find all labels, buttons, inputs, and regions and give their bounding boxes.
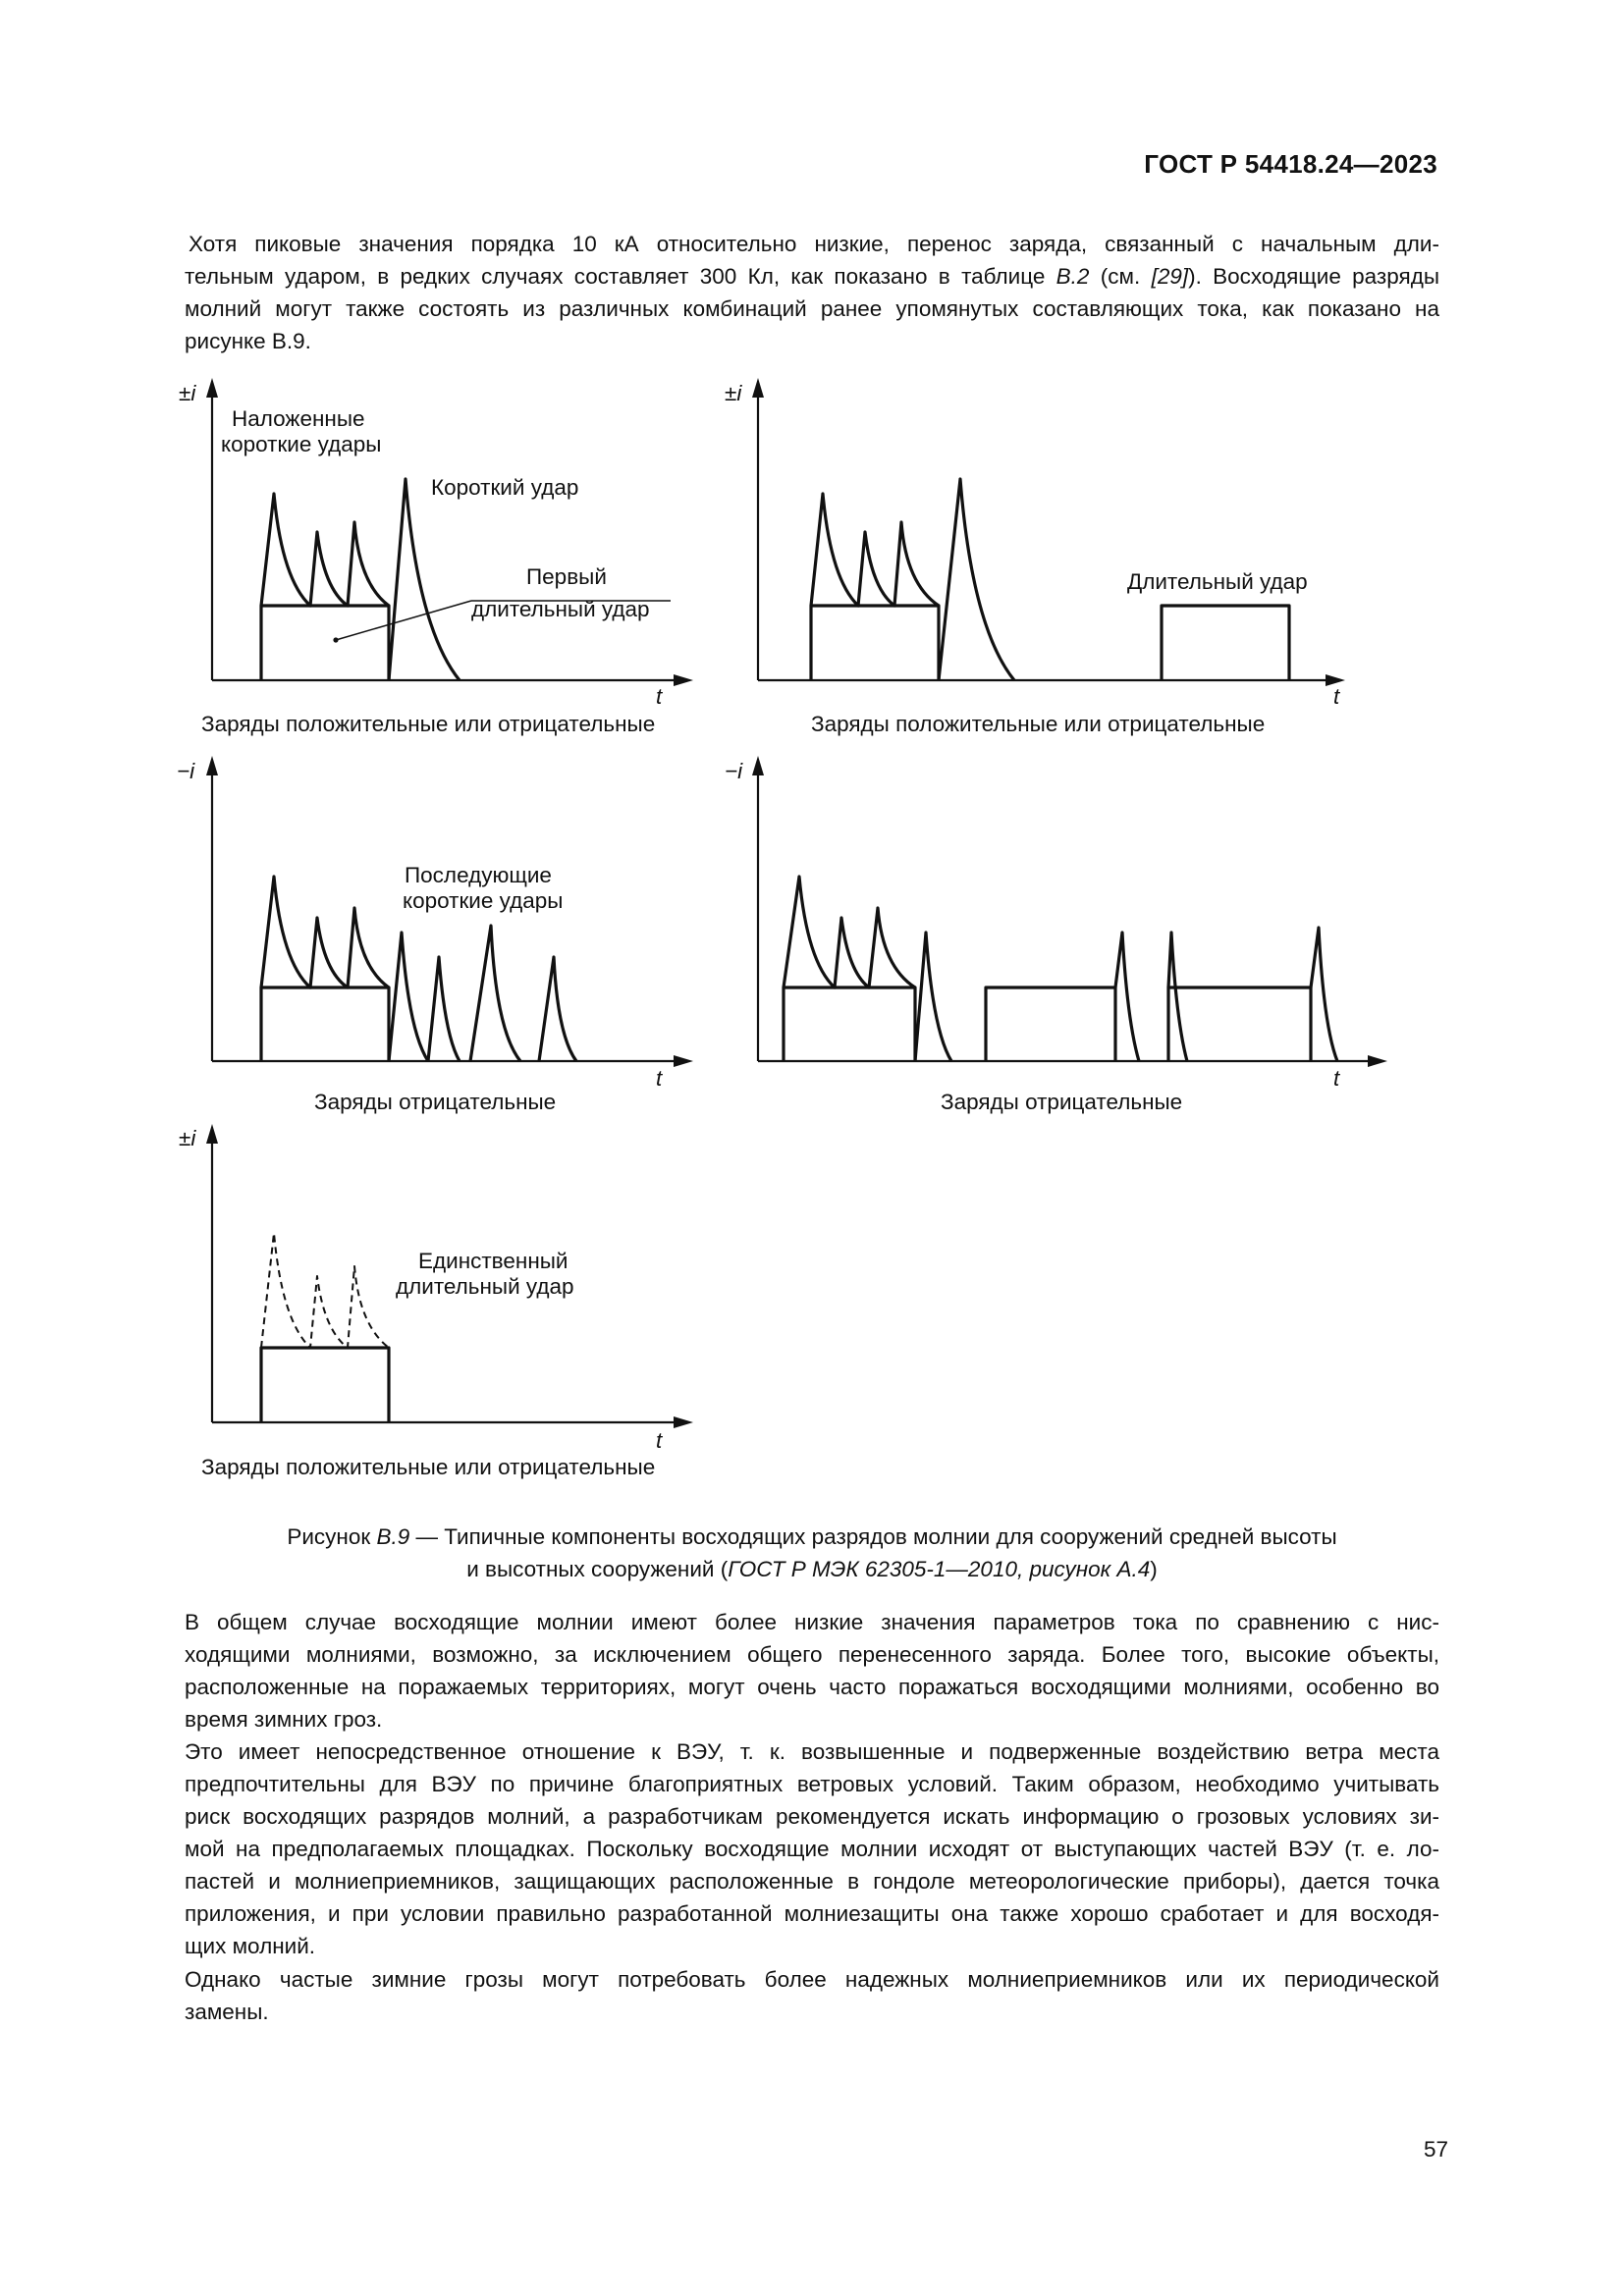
panel4-long-stroke-2 [986,988,1115,1061]
panel5-label-single-2: длительный удар [396,1274,574,1299]
body-paragraph-3 [185,1963,1439,2028]
body-p2-line-7: щих молний. [185,1934,316,1958]
ref-source: [29] [1151,264,1189,289]
panel1-overlaid-strokes [261,494,389,606]
panel2-t-label: t [1333,684,1340,709]
panel4-axis-label: −i [725,759,743,783]
panel5-label-single-1: Единственный [418,1249,568,1273]
panel-4 [752,756,1387,1067]
panel5-y-arrow [206,1124,218,1144]
panel1-t-label: t [656,684,663,709]
panel3-overlaid-strokes [261,877,389,988]
panel3-y-arrow [206,756,218,775]
intro-line-4: рисунке В.9. [185,329,311,353]
panel1-axis-label: ±i [179,381,196,405]
figure-number: В.9 [376,1524,410,1549]
panel4-short-stroke-2 [1115,933,1139,1061]
panel3-axis-label: −i [177,759,195,783]
panel2-caption: Заряды положительные или отрицательные [811,712,1266,736]
body-p1-line-3: расположенные на поражаемых территориях, могут очень часто поражаться восходящими молниями, особенно во [185,1675,1439,1699]
panel4-short-stroke [915,933,951,1061]
page-header: ГОСТ Р 54418.24—2023 [1144,149,1437,179]
figure-caption-line-2: и высотных сооружений (ГОСТ Р МЭК 62305-1—2010, рисунок А.4) [466,1557,1158,1581]
body-paragraph-2 [185,1735,1439,1962]
panel1-label-overlaid-1: Наложенные [232,406,365,431]
panel5-dashed-overlay [261,1233,389,1348]
panel2-overlaid-strokes [811,494,939,606]
panel3-long-stroke [261,988,389,1061]
figure-caption [0,1521,1624,1585]
panel1-label-first-1: Первый [526,564,607,589]
panel2-first-long-stroke [811,606,939,680]
body-p2-line-6: приложения, и при условии правильно разработанной молниезащиты она также хорошо сработает и для восходя- [185,1901,1439,1926]
body-p2-line-2: предпочтительны для ВЭУ по причине благоприятных ветровых условий. Таким образом, необходимо учитывать [185,1772,1439,1796]
panel4-t-label: t [1333,1066,1340,1091]
panel5-t-label: t [656,1428,663,1453]
panel4-long-stroke-1 [784,988,915,1061]
panel4-short-stroke-4 [1311,928,1337,1061]
panel2-y-arrow [752,378,764,398]
panel3-label-subseq-2: короткие удары [403,888,564,913]
body-p2-line-3: риск восходящих разрядов молний, а разработчикам рекомендуется искать информацию о грозовых условиях зи- [185,1804,1439,1829]
figure-source-ref: ГОСТ Р МЭК 62305-1—2010, рисунок А.4 [728,1557,1151,1581]
panel1-label-overlaid-2: короткие удары [221,432,382,456]
intro-line-3: молний могут также состоять из различных комбинаций ранее упомянутых составляющих тока, как показано на [185,296,1439,321]
panel4-x-arrow [1368,1055,1387,1067]
body-p3-line-2: замены. [185,2000,269,2024]
panel5-axis-label: ±i [179,1126,196,1150]
panel3-x-arrow [674,1055,693,1067]
panel2-long-stroke [1162,606,1289,680]
panel5-caption: Заряды положительные или отрицательные [201,1455,656,1479]
figure-caption-line-1: Рисунок В.9 — Типичные компоненты восходящих разрядов молнии для сооружений средней высоты [287,1524,1337,1549]
panel1-x-arrow [674,674,693,686]
panel3-t-label: t [656,1066,663,1091]
panel4-overlaid-strokes [784,877,915,988]
body-p1-line-1: В общем случае восходящие молнии имеют более низкие значения параметров тока по сравнению с нис- [185,1610,1439,1634]
panel1-label-first-2: длительный удар [471,597,650,621]
intro-line-1: Хотя пиковые значения порядка 10 кА относительно низкие, перенос заряда, связанный с начальным дли- [189,232,1439,256]
panel2-axis-label: ±i [725,381,742,405]
body-p1-line-2: ходящими молниями, возможно, за исключением общего перенесенного заряда. Более того, высокие объекты, [185,1642,1439,1667]
panel1-long-stroke [261,606,389,680]
panel2-short-stroke [939,479,1014,680]
panel2-label-long: Длительный удар [1127,569,1308,594]
panel3-caption: Заряды отрицательные [314,1090,557,1114]
panel4-caption: Заряды отрицательные [941,1090,1183,1114]
panel4-long-stroke-3 [1168,988,1311,1061]
ref-table: В.2 [1056,264,1090,289]
body-p3-line-1: Однако частые зимние грозы могут потребовать более надежных молниеприемников или их периодической [185,1967,1439,1992]
body-p2-line-5: пастей и молниеприемников, защищающих расположенные в гондоле метеорологические приборы), дается точка [185,1869,1439,1894]
panel1-short-stroke [389,479,460,680]
panel3-label-subseq-1: Последующие [405,863,552,887]
body-paragraph-1 [185,1606,1439,1735]
panel4-y-arrow [752,756,764,775]
panel5-x-arrow [674,1416,693,1428]
panel5-long-stroke [261,1348,389,1422]
panel1-label-short: Короткий удар [431,475,579,500]
body-p2-line-4: мой на предполагаемых площадках. Поскольку восходящие молнии исходят от выступающих частей ВЭУ (т. е. ло- [185,1837,1439,1861]
panel1-leader-dot [333,637,338,642]
panel1-caption: Заряды положительные или отрицательные [201,712,656,736]
body-p2-line-1: Это имеет непосредственное отношение к ВЭУ, т. к. возвышенные и подверженные воздействию ветра места [185,1739,1439,1764]
panel-2 [752,378,1345,686]
page-number: 57 [1424,2137,1449,2162]
body-p1-line-4: время зимних гроз. [185,1707,383,1732]
panel4-short-stroke-3 [1168,933,1187,1061]
panel3-subsequent-strokes [389,926,576,1061]
intro-line-2: тельным ударом, в редких случаях составляет 300 Кл, как показано в таблице В.2 (см. [29]). Восходящие разряды [185,264,1439,289]
panel1-y-arrow [206,378,218,398]
